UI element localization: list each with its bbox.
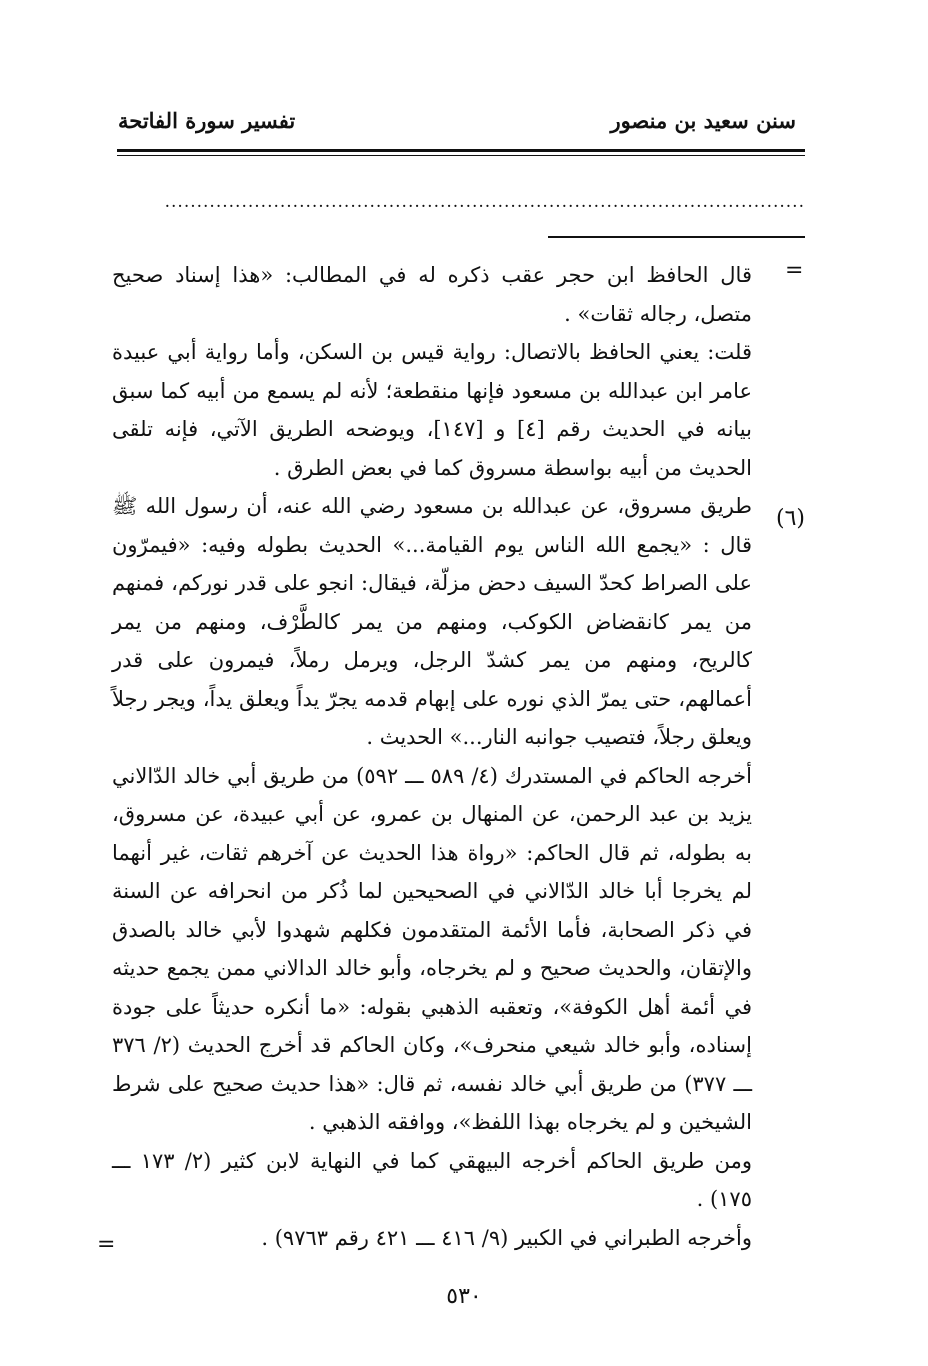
paragraph-masruq-route: طريق مسروق، عن عبدالله بن مسعود رضي الله عنه، أن رسول الله ﷺ قال : «يجمع الله الناس يوم القيامة...» الحديث بطوله وفيه: «فيمرّون على الصراط كحدّ السيف دحض مزلّة، فيقال: انجو على قدر نوركم، فمنهم من يمر كانقضاض الكوكب، ومنهم من يمر كالطَّرْف، ومنهم من يمر كالريح، ومنهم من يمر كشدّ الرجل، ويرمل رملاً، فيمرون على قدر أعمالهم، حتى يمرّ الذي نوره على إبهام قدمه يجرّ يداً ويعلق يداً، ويجر رجلاً ويعلق رجلاً، فتصيب جوانبه النار...» الحديث . — [112, 494, 752, 749]
footnote-body — [112, 256, 752, 1257]
paragraph-hakim-takhrij: أخرجه الحاكم في المستدرك (٤/ ٥٨٩ ـــ ٥٩٢) من طريق أبي خالد الدّالاني يزيد بن عبد الرحمن، عن المنهال بن عمرو، عن أبي عبيدة، عن مسروق، به بطوله، ثم قال الحاكم: «رواة هذا الحديث عن آخرهم ثقات، غير أنهما لم يخرجا أبا خالد الدّالاني في الصحيحين لما ذُكر من انحرافه عن السنة في ذكر الصحابة، فأما الأئمة المتقدمون فكلهم شهدوا لأبي خالد بالصدق والإتقان، والحديث صحيح و لم يخرجاه، وأبو خالد الدالاني ممن يجمع حديثه في أئمة أهل الكوفة»، وتعقبه الذهبي بقوله: «ما أنكره حديثاً على جودة إسناده، وأبو خالد شيعي منحرف»، وكان الحاكم قد أخرج الحديث (٢/ ٣٧٦ ـــ ٣٧٧) من طريق أبي خالد نفسه، ثم قال: «هذا حديث صحيح على شرط الشيخين و لم يخرجاه بهذا اللفظ»، ووافقه الذهبي . — [112, 763, 752, 1134]
paragraph-hafiz-quote: قال الحافظ ابن حجر عقب ذكره له في المطالب: «هذا إسناد صحيح متصل، رجاله ثقات» . — [112, 263, 752, 326]
running-header-section-title: تفسير سورة الفاتحة — [118, 108, 296, 133]
dotted-separator: .................................................................................................... — [164, 192, 805, 212]
footnote-rule — [548, 236, 805, 238]
continuation-marker-bottom: = — [97, 1232, 116, 1257]
paragraph-qultu-note: قلت: يعني الحافظ بالاتصال: رواية قيس بن السكن، وأما رواية أبي عبيدة عامر ابن عبدالله بن مسعود فإنها منقطعة؛ لأنه لم يسمع من أبيه كما سبق بيانه في الحديث رقم [٤] و [١٤٧]، ويوضحه الطريق الآتي، فإنه تلقى الحديث من أبيه بواسطة مسروق كما في بعض الطرق . — [112, 340, 752, 480]
continuation-marker-top: = — [785, 258, 804, 283]
paragraph-bayhaqi: ومن طريق الحاكم أخرجه البيهقي كما في النهاية لابن كثير (٢/ ١٧٣ ـــ ١٧٥) . — [112, 1148, 752, 1211]
running-header-book-title: سنن سعيد بن منصور — [610, 108, 796, 133]
header-rule-thin — [117, 155, 805, 156]
header-rule-thick — [117, 149, 805, 152]
page-number: ٥٣٠ — [446, 1284, 482, 1309]
paragraph-tabarani: وأخرجه الطبراني في الكبير (٩/ ٤١٦ ـــ ٤٢١ رقم ٩٧٦٣) . — [261, 1225, 752, 1250]
footnote-number: (٦) — [776, 506, 806, 531]
